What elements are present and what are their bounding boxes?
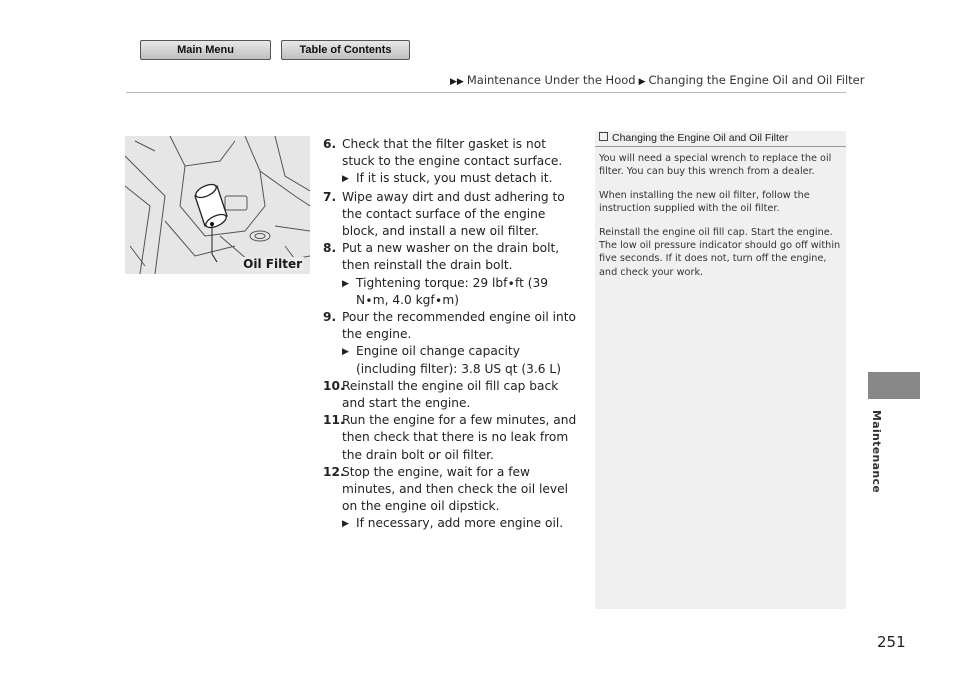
arrow-icon: ▶	[342, 278, 349, 289]
page-number: 251	[877, 633, 906, 651]
procedure-steps	[323, 136, 578, 534]
step-number: 10.	[323, 378, 345, 393]
sidebar-title	[595, 131, 846, 147]
arrow-icon: ▶▶	[450, 77, 464, 87]
step-number: 11.	[323, 413, 345, 428]
arrow-icon: ▶	[342, 519, 349, 530]
section-tab-label: Maintenance	[870, 410, 883, 494]
step-item	[323, 136, 578, 170]
breadcrumb-current-page: Changing the Engine Oil and Oil Filter	[648, 73, 865, 87]
step-number: 12.	[323, 464, 345, 479]
main-menu-button[interactable]: Main Menu	[140, 40, 271, 60]
step-text: Reinstall the engine oil fill cap back and start the engine.	[342, 378, 559, 411]
arrow-icon: ▶	[342, 347, 349, 358]
note-icon	[599, 132, 608, 141]
arrow-icon: ▶	[342, 174, 349, 185]
engine-bay-drawing	[125, 136, 310, 274]
breadcrumb	[447, 73, 864, 87]
step-text: Pour the recommended engine oil into the engine.	[342, 310, 576, 342]
sidebar-title-text: Changing the Engine Oil and Oil Filter	[612, 132, 789, 144]
step-text: Wipe away dirt and dust adhering to the contact surface of the engine block, and install a new oil filter.	[342, 189, 565, 239]
step-text: Run the engine for a few minutes, and then check that there is no leak from the drain bolt or oil filter.	[342, 413, 577, 462]
step-number: 7.	[323, 189, 337, 204]
step-item	[323, 412, 578, 464]
sidebar-paragraph: Reinstall the engine oil fill cap. Start the engine. The low oil pressure indicator should go off within five seconds. If it does not, turn off the engine, and check your work.	[599, 226, 841, 278]
step-subnote-text: Engine oil change capacity (including filter): 3.8 US qt (3.6 L)	[356, 344, 561, 376]
step-subnote	[323, 343, 578, 377]
step-subnote	[323, 515, 578, 533]
header-divider	[126, 92, 846, 93]
oil-filter-callout: Oil Filter	[243, 257, 302, 271]
step-item	[323, 464, 578, 516]
section-tab-marker	[868, 372, 920, 399]
step-subnote-text: Tightening torque: 29 lbf∙ft (39 N∙m, 4.0 kgf∙m)	[356, 275, 549, 307]
arrow-icon: ▶	[638, 77, 646, 87]
step-number: 9.	[323, 310, 337, 325]
step-subnote	[323, 170, 578, 188]
oil-filter-illustration	[125, 136, 310, 274]
breadcrumb-link-maintenance-under-the-hood[interactable]: Maintenance Under the Hood	[466, 73, 636, 87]
step-item	[323, 189, 578, 241]
step-subnote	[323, 275, 578, 309]
step-text: Stop the engine, wait for a few minutes, and then check the oil level on the engine oil dipstick.	[342, 464, 568, 514]
sidebar-paragraph: You will need a special wrench to replace the oil filter. You can buy this wrench from a dealer.	[599, 153, 832, 178]
step-number: 6.	[323, 137, 337, 151]
step-item	[323, 378, 578, 412]
sidebar-paragraph: When installing the new oil filter, follow the instruction supplied with the oil filter.	[599, 189, 810, 215]
step-item	[323, 240, 578, 274]
step-item	[323, 309, 578, 343]
step-number: 8.	[323, 241, 337, 256]
step-text: Put a new washer on the drain bolt, then reinstall the drain bolt.	[342, 241, 560, 273]
sidebar-note	[595, 131, 846, 609]
table-of-contents-button[interactable]: Table of Contents	[281, 40, 410, 60]
step-text: Check that the filter gasket is not stuck to the engine contact surface.	[342, 137, 563, 169]
step-subnote-text: If necessary, add more engine oil.	[356, 516, 564, 531]
step-subnote-text: If it is stuck, you must detach it.	[356, 171, 553, 186]
